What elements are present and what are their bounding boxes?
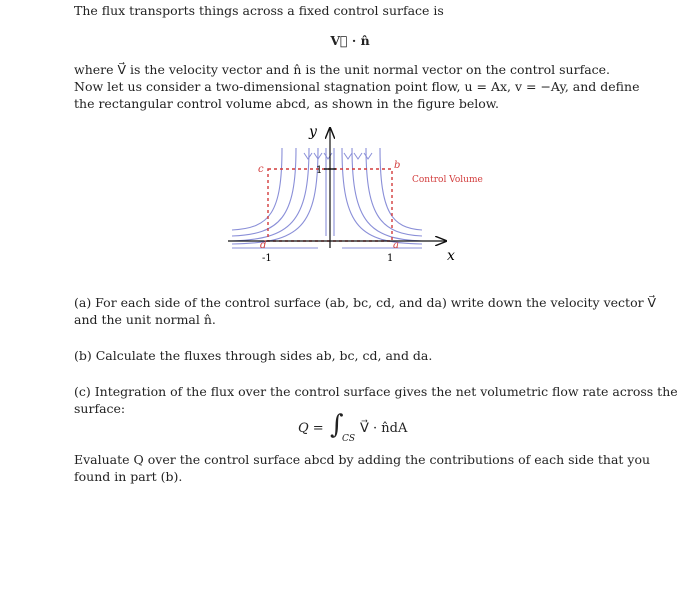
- y-axis-label: y: [309, 124, 317, 140]
- eq-subscript: CS: [342, 434, 356, 444]
- eq-lhs: Q =: [298, 421, 324, 436]
- para-line-3: the rectangular control volume abcd, as shown in the figure below.: [74, 96, 499, 111]
- tick-y-top: 1: [316, 165, 323, 176]
- control-volume-label: Control Volume: [412, 175, 483, 185]
- part-c-line-2: surface:: [74, 401, 126, 416]
- inflow-arrows: [304, 153, 372, 159]
- corner-b-label: b: [394, 160, 401, 171]
- tick-x-right: 1: [387, 253, 394, 264]
- part-c-line-3: Evaluate Q over the control surface abcd by adding the contributions of each side that you: [74, 452, 651, 467]
- part-a-line-2: and the unit normal n̂.: [74, 312, 216, 327]
- part-a-line-1: (a) For each side of the control surface (ab, bc, cd, and da) write down the velocity vector V⃗: [74, 295, 657, 310]
- part-c-line-4: found in part (b).: [74, 469, 183, 484]
- tick-x-left: -1: [262, 253, 272, 264]
- stagnation-flow-figure: [0, 118, 700, 268]
- x-axis-label: x: [447, 248, 455, 264]
- para-line-2: Now let us consider a two-dimensional stagnation point flow, u = Ax, v = −Ay, and define: [74, 79, 640, 94]
- corner-a-label: a: [393, 240, 399, 251]
- corner-d-label: d: [260, 240, 267, 251]
- part-b-line-1: (b) Calculate the fluxes through sides ab, bc, cd, and da.: [74, 348, 433, 363]
- flux-expression: V⃗ · n̂: [330, 33, 370, 48]
- eq-rhs: V⃗ · n̂dA: [360, 421, 408, 436]
- part-c-line-1: (c) Integration of the flux over the control surface gives the net volumetric flow rate across the: [74, 384, 678, 399]
- integral-sign: ∫: [330, 410, 344, 440]
- corner-c-label: c: [258, 164, 264, 175]
- para-line-1: where V⃗ is the velocity vector and n̂ is the unit normal vector on the control surface.: [74, 62, 611, 77]
- intro-text: The flux transports things across a fixed control surface is: [74, 3, 444, 18]
